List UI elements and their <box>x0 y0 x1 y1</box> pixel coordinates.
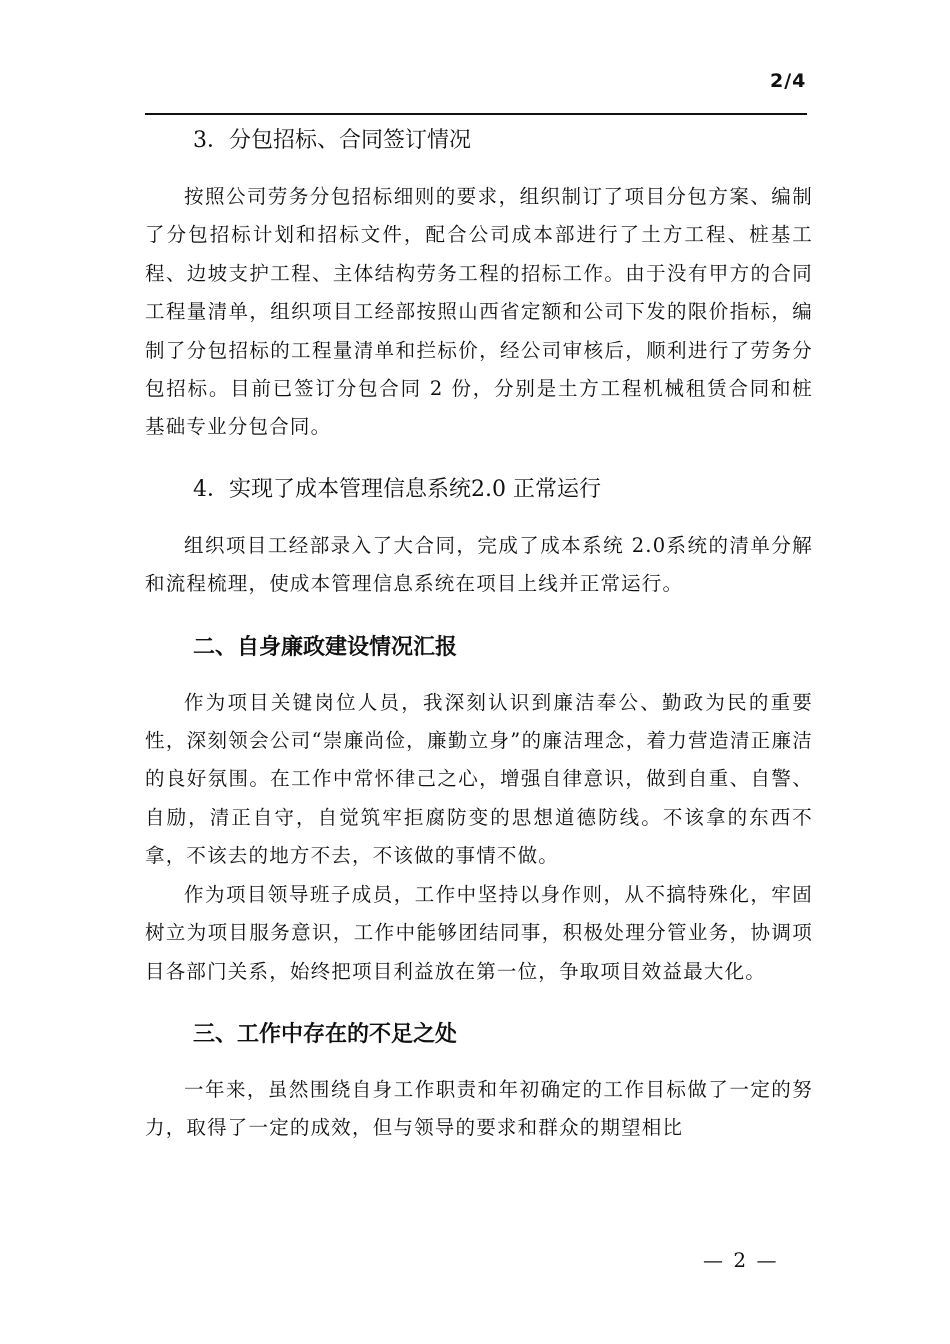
part-3-heading: 三、工作中存在的不足之处 <box>193 1020 458 1047</box>
page-indicator: 2/4 <box>770 70 807 92</box>
part-3-paragraph: 一年来，虽然围绕自身工作职责和年初确定的工作目标做了一定的努力，取得了一定的成效，但与领导的要求和群众的期望相比 <box>145 1077 813 1140</box>
part-2-heading: 二、自身廉政建设情况汇报 <box>193 633 458 660</box>
document-body <box>145 118 813 1148</box>
part-2-paragraph-2: 作为项目领导班子成员，工作中坚持以身作则，从不搞特殊化，牢固树立为项目服务意识，工作中能够团结同事，积极处理分管业务，协调项目各部门关系，始终把项目利益放在第一位，争取项目效益最大化。 <box>145 882 813 983</box>
section-4-heading: 4．实现了成本管理信息系统2.0 正常运行 <box>193 476 601 502</box>
part-2-paragraph-1: 作为项目关键岗位人员，我深刻认识到廉洁奉公、勤政为民的重要性，深刻领会公司“崇廉尚俭，廉勤立身”的廉洁理念，着力营造清正廉洁的良好氛围。在工作中常怀律己之心，增强自律意识，做到自重、自警、自励，清正自守，自觉筑牢拒腐防变的思想道德防线。不该拿的东西不拿，不该去的地方不去，不该做的事情不做。 <box>145 690 813 868</box>
section-3-paragraph: 按照公司劳务分包招标细则的要求，组织制订了项目分包方案、编制了分包招标计划和招标文件，配合公司成本部进行了土方工程、桩基工程、边坡支护工程、主体结构劳务工程的招标工作。由于没有甲方的合同工程量清单，组织项目工经部按照山西省定额和公司下发的限价指标，编制了分包招标的工程量清单和拦标价，经公司审核后，顺利进行了劳务分包招标。目前已签订分包合同 2 份，分别是土方工程机械租赁合同和桩基础专业分包合同。 <box>145 185 813 439</box>
section-3-heading: 3．分包招标、合同签订情况 <box>193 128 471 153</box>
footer-page-number: — 2 — <box>703 1248 779 1272</box>
section-4-paragraph: 组织项目工经部录入了大合同，完成了成本系统 2.0系统的清单分解和流程梳理，使成本管理信息系统在项目上线并正常运行。 <box>145 533 813 596</box>
header-rule <box>145 113 807 115</box>
